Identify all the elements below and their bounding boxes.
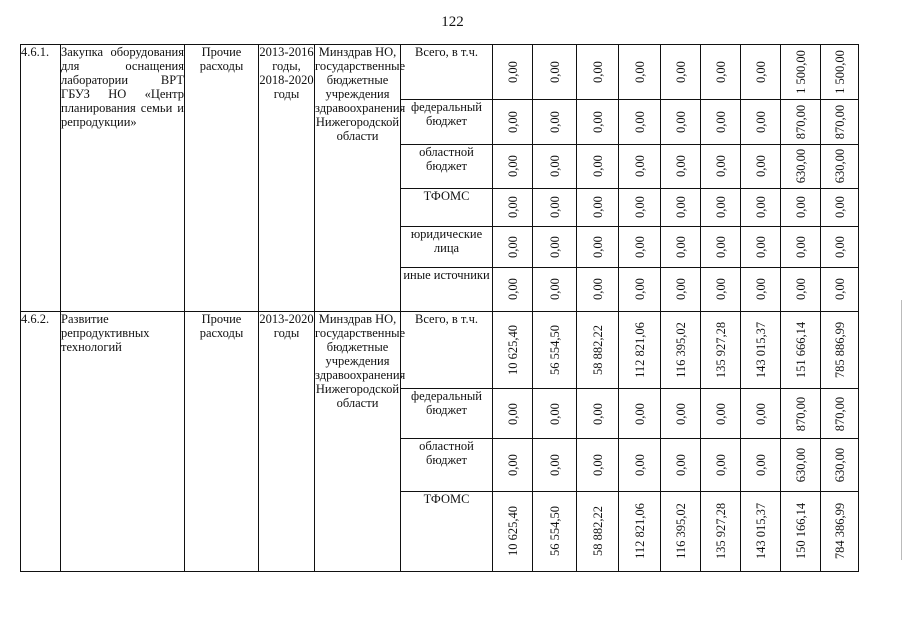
amount-cell xyxy=(493,100,533,145)
amount-value: 630,00 xyxy=(793,149,808,184)
funding-source: иные источники xyxy=(401,268,493,311)
amount-cell xyxy=(533,100,577,145)
amount-value: 870,00 xyxy=(832,105,847,140)
amount-cell xyxy=(661,491,701,571)
amount-cell xyxy=(493,145,533,188)
amount-value: 112 821,06 xyxy=(632,503,647,560)
amount-value: 0,00 xyxy=(505,111,520,134)
amount-cell xyxy=(493,188,533,227)
amount-value: 0,00 xyxy=(713,278,728,301)
section-name: Развитие репродуктивных технологий xyxy=(61,311,185,571)
page-number: 122 xyxy=(441,14,464,30)
amount-cell xyxy=(533,227,577,268)
amount-cell xyxy=(781,389,821,438)
amount-value: 870,00 xyxy=(793,105,808,140)
amount-value: 0,00 xyxy=(505,196,520,219)
amount-value: 0,00 xyxy=(547,155,562,178)
amount-cell xyxy=(781,100,821,145)
amount-cell xyxy=(741,188,781,227)
amount-value: 630,00 xyxy=(832,149,847,184)
amount-value: 0,00 xyxy=(505,278,520,301)
amount-cell xyxy=(741,389,781,438)
amount-value: 10 625,40 xyxy=(505,324,520,375)
amount-value: 0,00 xyxy=(753,61,768,84)
amount-value: 143 015,37 xyxy=(753,503,768,560)
amount-cell xyxy=(619,145,661,188)
amount-value: 1 500,00 xyxy=(832,50,847,95)
amount-value: 0,00 xyxy=(505,453,520,476)
amount-value: 0,00 xyxy=(632,236,647,259)
amount-cell xyxy=(821,311,859,389)
amount-value: 0,00 xyxy=(832,196,847,219)
amount-cell xyxy=(533,188,577,227)
amount-cell xyxy=(701,491,741,571)
amount-value: 0,00 xyxy=(590,236,605,259)
amount-value: 135 927,28 xyxy=(713,321,728,379)
amount-value: 0,00 xyxy=(673,453,688,476)
amount-cell xyxy=(577,491,619,571)
amount-cell xyxy=(577,45,619,100)
funding-source: областной бюджет xyxy=(401,438,493,491)
amount-value: 116 395,02 xyxy=(673,503,688,560)
amount-cell xyxy=(493,45,533,100)
amount-value: 0,00 xyxy=(632,196,647,219)
amount-value: 784 386,99 xyxy=(832,503,847,560)
funding-source: юридические лица xyxy=(401,227,493,268)
amount-value: 10 625,40 xyxy=(505,506,520,557)
amount-value: 630,00 xyxy=(832,447,847,482)
amount-value: 135 927,28 xyxy=(713,503,728,560)
amount-cell xyxy=(533,389,577,438)
amount-value: 0,00 xyxy=(505,61,520,84)
amount-value: 0,00 xyxy=(713,196,728,219)
amount-value: 0,00 xyxy=(673,155,688,178)
amount-cell xyxy=(701,389,741,438)
amount-cell xyxy=(781,45,821,100)
amount-cell xyxy=(781,311,821,389)
amount-value: 0,00 xyxy=(547,402,562,425)
amount-value: 150 166,14 xyxy=(793,503,808,560)
amount-cell xyxy=(821,45,859,100)
amount-cell xyxy=(741,145,781,188)
amount-cell xyxy=(821,438,859,491)
expense-type: Прочие расходы xyxy=(185,311,259,571)
amount-value: 0,00 xyxy=(547,453,562,476)
amount-value: 0,00 xyxy=(673,278,688,301)
amount-cell xyxy=(821,268,859,311)
amount-value: 0,00 xyxy=(590,61,605,84)
amount-value: 0,00 xyxy=(632,155,647,178)
amount-cell xyxy=(533,268,577,311)
amount-cell xyxy=(577,188,619,227)
funding-source: ТФОМС xyxy=(401,188,493,227)
amount-value: 0,00 xyxy=(713,402,728,425)
amount-value: 0,00 xyxy=(753,196,768,219)
amount-value: 0,00 xyxy=(632,453,647,476)
expense-type: Прочие расходы xyxy=(185,45,259,312)
amount-value: 0,00 xyxy=(673,61,688,84)
amount-cell xyxy=(741,491,781,571)
amount-cell xyxy=(661,45,701,100)
amount-cell xyxy=(821,491,859,571)
amount-cell xyxy=(533,145,577,188)
amount-value: 0,00 xyxy=(753,155,768,178)
amount-cell xyxy=(577,268,619,311)
amount-value: 0,00 xyxy=(753,111,768,134)
amount-value: 0,00 xyxy=(590,155,605,178)
amount-value: 0,00 xyxy=(547,61,562,84)
amount-cell xyxy=(533,311,577,389)
amount-value: 0,00 xyxy=(753,236,768,259)
funding-source: областной бюджет xyxy=(401,145,493,188)
amount-cell xyxy=(821,145,859,188)
amount-value: 0,00 xyxy=(753,278,768,301)
executor: Минздрав НО, государственные бюджетные учреждения здравоохранения Нижегородской области xyxy=(315,45,401,312)
amount-value: 0,00 xyxy=(547,278,562,301)
amount-value: 116 395,02 xyxy=(673,322,688,378)
amount-cell xyxy=(701,100,741,145)
amount-cell xyxy=(577,227,619,268)
period-years: 2013-2016 годы, 2018-2020 годы xyxy=(259,45,315,312)
amount-cell xyxy=(533,45,577,100)
table-row xyxy=(21,311,859,389)
amount-cell xyxy=(619,311,661,389)
amount-cell xyxy=(493,311,533,389)
amount-cell xyxy=(533,438,577,491)
amount-value: 0,00 xyxy=(793,196,808,219)
section-code: 4.6.1. xyxy=(21,45,61,312)
amount-cell xyxy=(781,491,821,571)
amount-cell xyxy=(661,145,701,188)
amount-cell xyxy=(619,491,661,571)
amount-cell xyxy=(781,438,821,491)
amount-value: 0,00 xyxy=(590,453,605,476)
amount-value: 0,00 xyxy=(505,155,520,178)
amount-value: 112 821,06 xyxy=(632,322,647,378)
amount-value: 870,00 xyxy=(793,396,808,431)
amount-cell xyxy=(619,438,661,491)
budget-table-body xyxy=(21,45,859,572)
amount-cell xyxy=(493,438,533,491)
period-years: 2013-2020 годы xyxy=(259,311,315,571)
amount-cell xyxy=(619,188,661,227)
amount-cell xyxy=(661,438,701,491)
amount-cell xyxy=(701,268,741,311)
funding-source: ТФОМС xyxy=(401,491,493,571)
amount-value: 0,00 xyxy=(505,402,520,425)
amount-cell xyxy=(577,389,619,438)
amount-cell xyxy=(741,227,781,268)
amount-value: 0,00 xyxy=(590,278,605,301)
amount-cell xyxy=(619,45,661,100)
amount-cell xyxy=(577,145,619,188)
amount-cell xyxy=(533,491,577,571)
amount-cell xyxy=(493,491,533,571)
executor: Минздрав НО, государственные бюджетные учреждения здравоохранения Нижегородской области xyxy=(315,311,401,571)
funding-source: федеральный бюджет xyxy=(401,100,493,145)
amount-cell xyxy=(493,389,533,438)
amount-value: 0,00 xyxy=(713,111,728,134)
amount-value: 56 554,50 xyxy=(547,506,562,557)
amount-cell xyxy=(741,311,781,389)
amount-cell xyxy=(619,227,661,268)
amount-value: 0,00 xyxy=(832,236,847,259)
section-code: 4.6.2. xyxy=(21,311,61,571)
amount-cell xyxy=(781,145,821,188)
amount-cell xyxy=(741,438,781,491)
amount-cell xyxy=(701,438,741,491)
funding-source: Всего, в т.ч. xyxy=(401,45,493,100)
amount-value: 0,00 xyxy=(832,278,847,301)
amount-value: 1 500,00 xyxy=(793,50,808,95)
amount-cell xyxy=(661,268,701,311)
amount-value: 0,00 xyxy=(753,402,768,425)
amount-cell xyxy=(619,268,661,311)
amount-value: 0,00 xyxy=(673,402,688,425)
amount-value: 143 015,37 xyxy=(753,321,768,379)
amount-cell xyxy=(493,268,533,311)
amount-cell xyxy=(741,45,781,100)
amount-cell xyxy=(661,227,701,268)
amount-value: 0,00 xyxy=(673,196,688,219)
funding-source: федеральный бюджет xyxy=(401,389,493,438)
amount-value: 0,00 xyxy=(590,402,605,425)
amount-value: 0,00 xyxy=(713,61,728,84)
amount-cell xyxy=(577,438,619,491)
amount-cell xyxy=(701,188,741,227)
amount-value: 0,00 xyxy=(632,111,647,134)
amount-cell xyxy=(619,389,661,438)
amount-value: 58 882,22 xyxy=(590,324,605,375)
amount-cell xyxy=(821,389,859,438)
amount-value: 870,00 xyxy=(832,396,847,431)
amount-value: 56 554,50 xyxy=(547,324,562,375)
amount-cell xyxy=(701,227,741,268)
amount-cell xyxy=(781,227,821,268)
amount-value: 0,00 xyxy=(673,111,688,134)
amount-value: 630,00 xyxy=(793,447,808,482)
amount-cell xyxy=(661,311,701,389)
funding-source: Всего, в т.ч. xyxy=(401,311,493,389)
budget-table xyxy=(20,44,859,572)
amount-cell xyxy=(701,45,741,100)
amount-cell xyxy=(701,311,741,389)
scan-edge-line xyxy=(901,300,902,560)
amount-value: 0,00 xyxy=(547,111,562,134)
amount-value: 0,00 xyxy=(632,278,647,301)
amount-value: 0,00 xyxy=(793,236,808,259)
amount-value: 0,00 xyxy=(590,196,605,219)
amount-cell xyxy=(821,100,859,145)
amount-value: 0,00 xyxy=(753,453,768,476)
amount-cell xyxy=(619,100,661,145)
table-row xyxy=(21,45,859,100)
amount-value: 58 882,22 xyxy=(590,506,605,557)
amount-value: 0,00 xyxy=(713,155,728,178)
amount-value: 0,00 xyxy=(713,236,728,259)
amount-value: 0,00 xyxy=(590,111,605,134)
section-name: Закупка оборудования для оснащения лаборатории ВРТ ГБУЗ НО «Центр планирования семьи и репродукции» xyxy=(61,45,185,312)
amount-cell xyxy=(701,145,741,188)
amount-cell xyxy=(741,100,781,145)
amount-value: 785 886,99 xyxy=(832,321,847,379)
amount-cell xyxy=(661,188,701,227)
amount-cell xyxy=(821,227,859,268)
amount-cell xyxy=(577,100,619,145)
amount-cell xyxy=(661,389,701,438)
amount-value: 0,00 xyxy=(673,236,688,259)
amount-cell xyxy=(661,100,701,145)
amount-value: 0,00 xyxy=(547,196,562,219)
amount-value: 0,00 xyxy=(793,278,808,301)
amount-value: 151 666,14 xyxy=(793,321,808,379)
amount-cell xyxy=(781,188,821,227)
amount-value: 0,00 xyxy=(632,402,647,425)
amount-cell xyxy=(493,227,533,268)
amount-value: 0,00 xyxy=(547,236,562,259)
amount-cell xyxy=(577,311,619,389)
amount-value: 0,00 xyxy=(632,61,647,84)
amount-value: 0,00 xyxy=(713,453,728,476)
amount-cell xyxy=(781,268,821,311)
amount-value: 0,00 xyxy=(505,236,520,259)
amount-cell xyxy=(821,188,859,227)
amount-cell xyxy=(741,268,781,311)
